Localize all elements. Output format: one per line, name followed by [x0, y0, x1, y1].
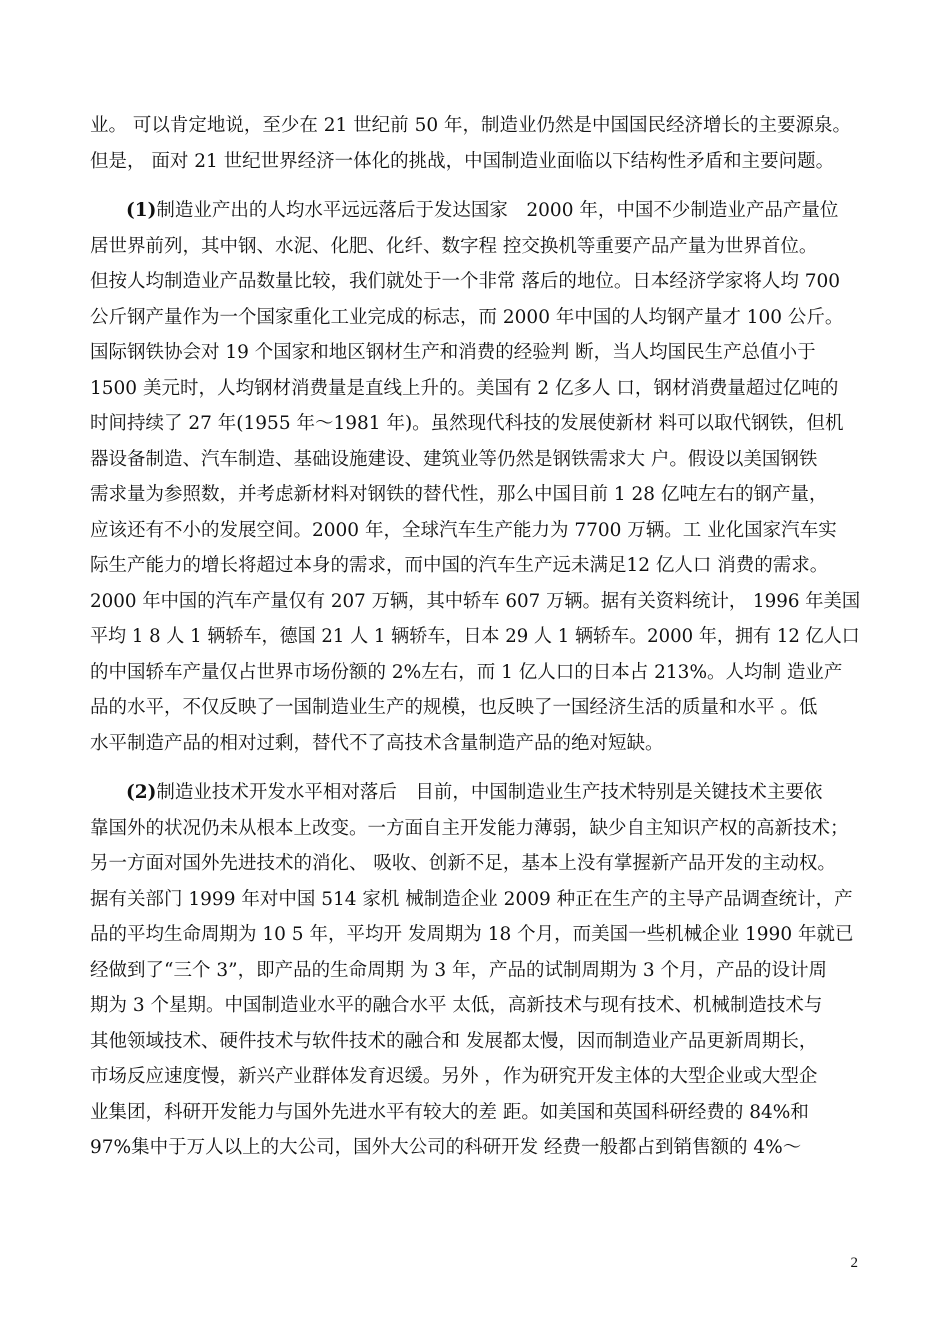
text-line — [90, 811, 860, 847]
line-text: 靠国外的状况仍未从根本上改变。一方面自主开发能力薄弱，缺少自主知识产权的高新技术； — [90, 817, 849, 839]
text-line — [90, 264, 860, 300]
text-line — [90, 917, 860, 953]
line-text: 国际钢铁协会对 19 个国家和地区钢材生产和消费的经验判 断，当人均国民生产总值小于 — [90, 342, 816, 363]
text-line — [90, 846, 860, 882]
line-text: 平均 1 8 人 1 辆轿车，德国 21 人 1 辆轿车，日本 29 人 1 辆轿车。2000 年，拥有 12 亿人口 — [90, 626, 860, 647]
line-text: 需求量为参照数，并考虑新材料对钢铁的替代性，那么中国目前 1 28 亿吨左右的钢产量， — [90, 484, 828, 505]
paragraph-number: (2) — [126, 782, 157, 803]
text-line — [90, 229, 860, 265]
line-text: 经做到了“三个 3”，即产品的生命周期 为 3 年，产品的试制周期为 3 个月，产品的设计周 — [90, 959, 828, 981]
text-line — [90, 953, 860, 989]
text-line — [90, 584, 861, 620]
text-line — [90, 548, 860, 584]
line-text: 制造业技术开发水平相对落后 目前，中国制造业生产技术特别是关键技术主要依 — [156, 782, 823, 803]
text-line — [90, 406, 860, 442]
line-text: 品的水平，不仅反映了一国制造业生产的规模，也反映了一国经济生活的质量和水平 。低 — [90, 697, 818, 718]
body-text — [90, 108, 860, 1166]
text-line — [90, 775, 860, 811]
text-line — [90, 619, 860, 655]
text-line — [90, 1024, 860, 1060]
text-line — [90, 335, 860, 371]
line-text: 1500 美元时，人均钢材消费量是直线上升的。美国有 2 亿多人 口，钢材消费量超过亿吨的 — [90, 377, 839, 399]
line-text: 业。 可以肯定地说，至少在 21 世纪前 50 年，制造业仍然是中国国民经济增长的主要源泉。 — [90, 115, 851, 136]
text-line — [90, 655, 860, 691]
line-text: 期为 3 个星期。中国制造业水平的融合水平 太低，高新技术与现有技术、机械制造技术与 — [90, 995, 823, 1016]
line-text: 其他领域技术、硬件技术与软件技术的融合和 发展都太慢，因而制造业产品更新周期长， — [90, 1030, 818, 1052]
line-text: 97%集中于万人以上的大公司，国外大公司的科研开发 经费一般都占到销售额的 4%～ — [90, 1137, 802, 1158]
text-line — [90, 1130, 860, 1166]
text-line — [90, 193, 860, 229]
text-line — [90, 108, 860, 144]
text-line — [90, 1095, 860, 1131]
paragraph — [90, 193, 860, 761]
line-text: 水平制造产品的相对过剩，替代不了高技术含量制造产品的绝对短缺。 — [90, 732, 664, 754]
text-line — [90, 882, 860, 918]
line-text: 2000 年中国的汽车产量仅有 207 万辆，其中轿车 607 万辆。据有关资料统计， 1996 年美国 — [90, 590, 861, 612]
paragraph-number: (1) — [126, 200, 157, 221]
line-text: 际生产能力的增长将超过本身的需求，而中国的汽车生产远未满足12 亿人口 消费的需求。 — [90, 555, 829, 576]
text-line — [90, 477, 860, 513]
text-line — [90, 726, 860, 762]
line-text: 时间持续了 27 年(1955 年～1981 年)。虽然现代科技的发展使新材 料可以取代钢铁，但机 — [90, 413, 844, 434]
line-text: 但按人均制造业产品数量比较，我们就处于一个非常 落后的地位。日本经济学家将人均 700 — [90, 271, 841, 292]
line-text: 应该还有不小的发展空间。2000 年，全球汽车生产能力为 7700 万辆。工 业化国家汽车实 — [90, 519, 837, 541]
text-line — [90, 144, 860, 180]
text-line — [90, 690, 860, 726]
text-line — [90, 300, 860, 336]
line-text: 的中国轿车产量仅占世界市场份额的 2%左右，而 1 亿人口的日本占 213%。人均制 造业产 — [90, 661, 843, 683]
text-line — [90, 988, 860, 1024]
line-text: 公斤钢产量作为一个国家重化工业完成的标志，而 2000 年中国的人均钢产量才 100 公斤。 — [90, 306, 844, 328]
line-text: 据有关部门 1999 年对中国 514 家机 械制造企业 2009 种正在生产的主导产品调查统计，产 — [90, 888, 853, 910]
line-text: 居世界前列，其中钢、水泥、化肥、化纤、数字程 控交换机等重要产品产量为世界首位。 — [90, 235, 818, 257]
text-line — [90, 513, 860, 549]
line-text: 但是， 面对 21 世纪世界经济一体化的挑战，中国制造业面临以下结构性矛盾和主要问题。 — [90, 150, 835, 172]
line-text: 器设备制造、汽车制造、基础设施建设、建筑业等仍然是钢铁需求大 户。假设以美国钢铁 — [90, 448, 818, 470]
text-line — [90, 1059, 860, 1095]
line-text: 另一方面对国外先进技术的消化、 吸收、创新不足，基本上没有掌握新产品开发的主动权。 — [90, 853, 836, 874]
line-text: 市场反应速度慢，新兴产业群体发育迟缓。另外 ，作为研究开发主体的大型企业或大型企 — [90, 1066, 818, 1087]
line-text: 制造业产出的人均水平远远落后于发达国家 2000 年，中国不少制造业产品产量位 — [156, 200, 839, 221]
paragraph — [90, 108, 860, 179]
paragraph — [90, 775, 860, 1166]
line-text: 业集团，科研开发能力与国外先进水平有较大的差 距。如美国和英国科研经费的 84%和 — [90, 1101, 809, 1123]
text-line — [90, 371, 860, 407]
text-line — [90, 442, 860, 478]
page-number: 2 — [850, 1255, 858, 1271]
line-text: 品的平均生命周期为 10 5 年，平均开 发周期为 18 个月，而美国一些机械企业 1990 年就已 — [90, 924, 854, 945]
